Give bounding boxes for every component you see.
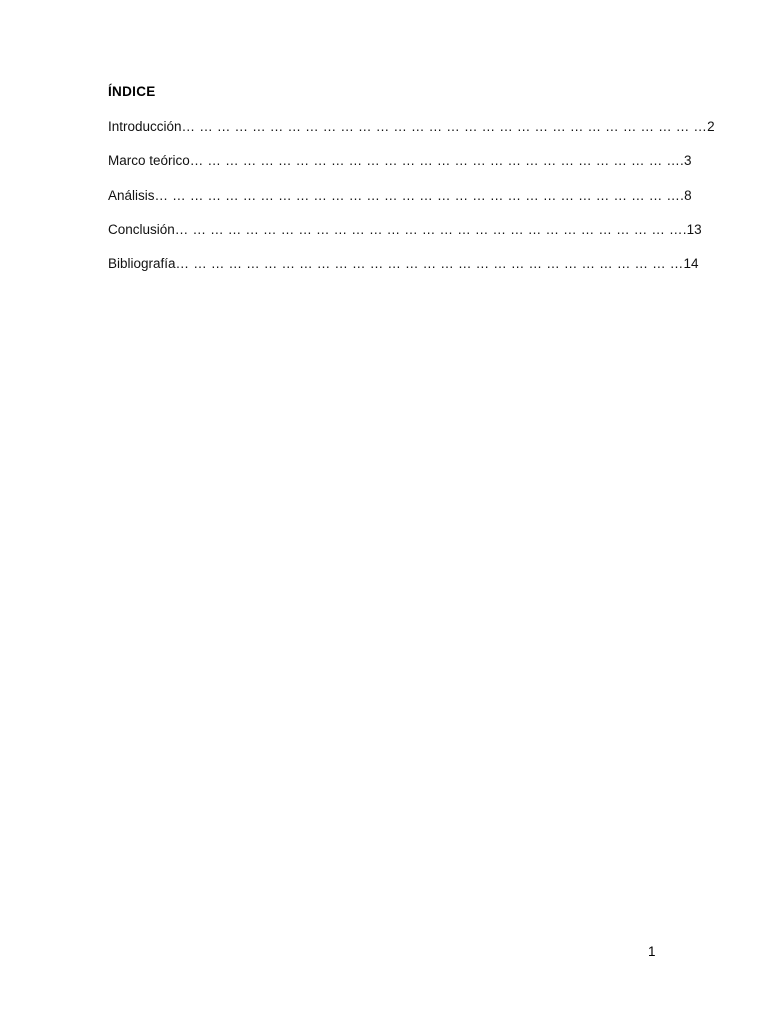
list-item[interactable]: [108, 221, 702, 239]
toc-entry-page: 3: [684, 153, 692, 169]
toc-entry-label: Conclusión: [108, 221, 175, 237]
list-item[interactable]: [108, 187, 692, 205]
toc-entry-label: Análisis: [108, 187, 155, 203]
toc-entry-label: Introducción: [108, 119, 182, 135]
toc-entry-leader: … … … … … … … … … … … … … … … … … … … … … … … … … … … … …: [175, 256, 684, 272]
toc-entry-leader: … … … … … … … … … … … … … … … … … … … … … … … … … … … … … ….: [154, 187, 685, 203]
toc-entry-leader: … … … … … … … … … … … … … … … … … … … … … … … … … … … … ….: [174, 221, 687, 237]
toc-entry-leader: … … … … … … … … … … … … … … … … … … … … … … … … … … … … … …: [181, 119, 708, 135]
toc-entry-label: Bibliografía: [108, 256, 176, 272]
toc-entry-page: 14: [683, 256, 699, 272]
toc-entry-label: Marco teórico: [108, 153, 190, 169]
table-of-contents: [108, 84, 715, 273]
list-item[interactable]: [108, 152, 692, 170]
list-item[interactable]: [108, 255, 699, 273]
page-title: ÍNDICE: [108, 84, 156, 99]
toc-entry-page: 13: [686, 221, 702, 237]
page-number: 1: [648, 944, 656, 959]
list-item[interactable]: [108, 118, 715, 136]
toc-entry-leader: … … … … … … … … … … … … … … … … … … … … … … … … … … … ….: [189, 153, 685, 169]
toc-entry-page: 8: [684, 187, 692, 203]
toc-entry-page: 2: [707, 119, 715, 135]
